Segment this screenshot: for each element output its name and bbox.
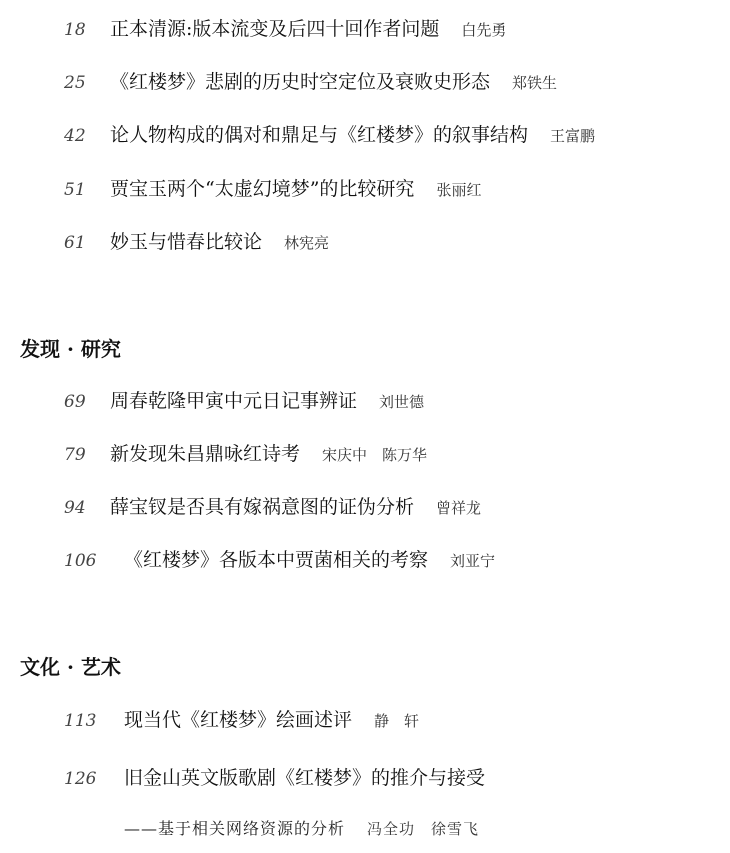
page-number: 126 — [64, 769, 97, 789]
entry-title: 《红楼梦》各版本中贾菌相关的考察 — [124, 549, 429, 571]
entry-author: 刘亚宁 — [450, 552, 496, 570]
page-number: 61 — [64, 233, 86, 253]
toc-entry — [64, 227, 329, 254]
toc-entry — [64, 14, 506, 41]
entry-author: 刘世德 — [379, 393, 425, 411]
entry-author: 林宪亮 — [284, 234, 330, 252]
entry-title: 妙玉与惜春比较论 — [110, 231, 263, 253]
toc-entry — [64, 492, 481, 519]
entry-subtitle — [124, 816, 479, 839]
entry-author: 白先勇 — [461, 21, 507, 39]
section-heading: 文化 · 艺术 — [20, 655, 121, 679]
entry-title: 贾宝玉两个“太虚幻境梦”的比较研究 — [110, 178, 415, 200]
toc-entry — [64, 705, 419, 732]
toc-entry — [64, 545, 495, 572]
page-number: 25 — [64, 73, 86, 93]
entry-title: 论人物构成的偶对和鼎足与《红楼梦》的叙事结构 — [110, 124, 529, 146]
entry-author: 张丽红 — [436, 181, 482, 199]
section-heading: 发现 · 研究 — [20, 337, 121, 361]
toc-entry — [64, 439, 427, 466]
page-number: 79 — [64, 445, 86, 465]
entry-title: 《红楼梦》悲剧的历史时空定位及衰败史形态 — [110, 71, 491, 93]
page-number: 106 — [64, 551, 97, 571]
toc-entry — [64, 120, 595, 147]
toc-entry — [64, 763, 485, 790]
entry-author: 静 轩 — [374, 712, 420, 730]
page-number: 18 — [64, 20, 86, 40]
page-number: 42 — [64, 126, 86, 146]
subtitle-text: ——基于相关网络资源的分析 — [124, 819, 346, 838]
entry-author: 曾祥龙 — [436, 499, 482, 517]
entry-title: 旧金山英文版歌剧《红楼梦》的推介与接受 — [124, 767, 486, 789]
entry-author: 王富鹏 — [550, 127, 596, 145]
page-number: 113 — [64, 711, 97, 731]
entry-title: 新发现朱昌鼎咏红诗考 — [110, 443, 301, 465]
entry-author: 宋庆中 陈万华 — [322, 446, 428, 464]
page-number: 69 — [64, 392, 86, 412]
toc-entry — [64, 386, 424, 413]
page-number: 94 — [64, 498, 86, 518]
entry-title: 现当代《红楼梦》绘画述评 — [124, 709, 353, 731]
entry-title: 周春乾隆甲寅中元日记事辨证 — [110, 390, 358, 412]
entry-title: 正本清源:版本流变及后四十回作者问题 — [110, 18, 440, 40]
entry-author: 郑铁生 — [512, 74, 558, 92]
toc-entry — [64, 67, 557, 94]
page-number: 51 — [64, 180, 86, 200]
toc-entry — [64, 174, 481, 201]
entry-author: 冯全功 徐雪飞 — [367, 820, 480, 838]
entry-title: 薛宝钗是否具有嫁祸意图的证伪分析 — [110, 496, 415, 518]
